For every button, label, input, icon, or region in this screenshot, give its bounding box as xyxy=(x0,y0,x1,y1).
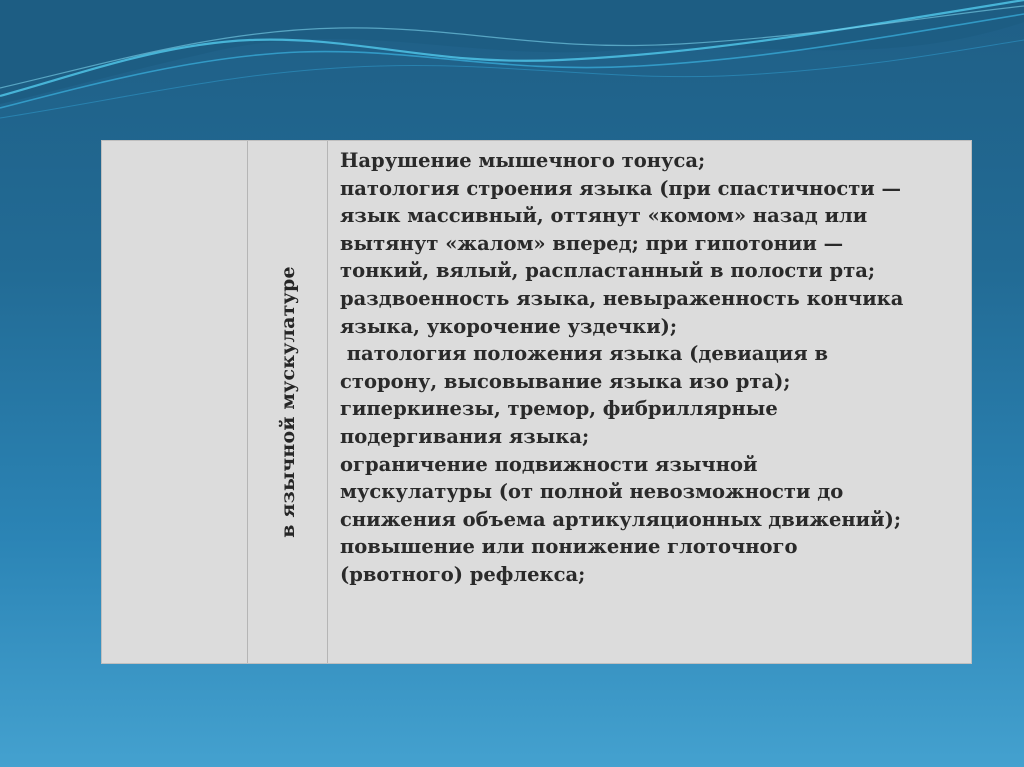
content-table xyxy=(101,140,972,664)
description-line: патология положения языка (девиация в xyxy=(340,342,829,366)
description-line: язык массивный, оттянут «комом» назад или xyxy=(340,204,868,228)
category-vertical-label: в язычной мускулатуре xyxy=(276,266,299,538)
description-line: снижения объема артикуляционных движений); xyxy=(340,507,902,531)
description-line: гиперкинезы, тремор, фибриллярные xyxy=(340,397,778,421)
description-line: ограничение подвижности язычной xyxy=(340,452,758,476)
description-line: вытянут «жалом» вперед; при гипотонии — xyxy=(340,231,844,255)
description-line: повышение или понижение глоточного xyxy=(340,535,798,559)
table-column-description xyxy=(328,141,971,663)
description-line: патология строения языка (при спастичности — xyxy=(340,176,902,200)
table-column-empty xyxy=(102,141,248,663)
description-line: раздвоенность языка, невыраженность кончика xyxy=(340,286,904,310)
description-line: подергивания языка; xyxy=(340,424,590,448)
description-line: мускулатуры (от полной невозможности до xyxy=(340,480,844,504)
decorative-waves xyxy=(0,0,1024,130)
description-line: (рвотного) рефлекса; xyxy=(340,562,586,586)
description-line: тонкий, вялый, распластанный в полости рта; xyxy=(340,259,876,283)
description-line: Нарушение мышечного тонуса; xyxy=(340,149,706,172)
description-line: сторону, высовывание языка изо рта); xyxy=(340,369,791,393)
table-column-category xyxy=(248,141,328,663)
description-line: языка, укорочение уздечки); xyxy=(340,314,678,338)
description-text xyxy=(340,147,965,589)
